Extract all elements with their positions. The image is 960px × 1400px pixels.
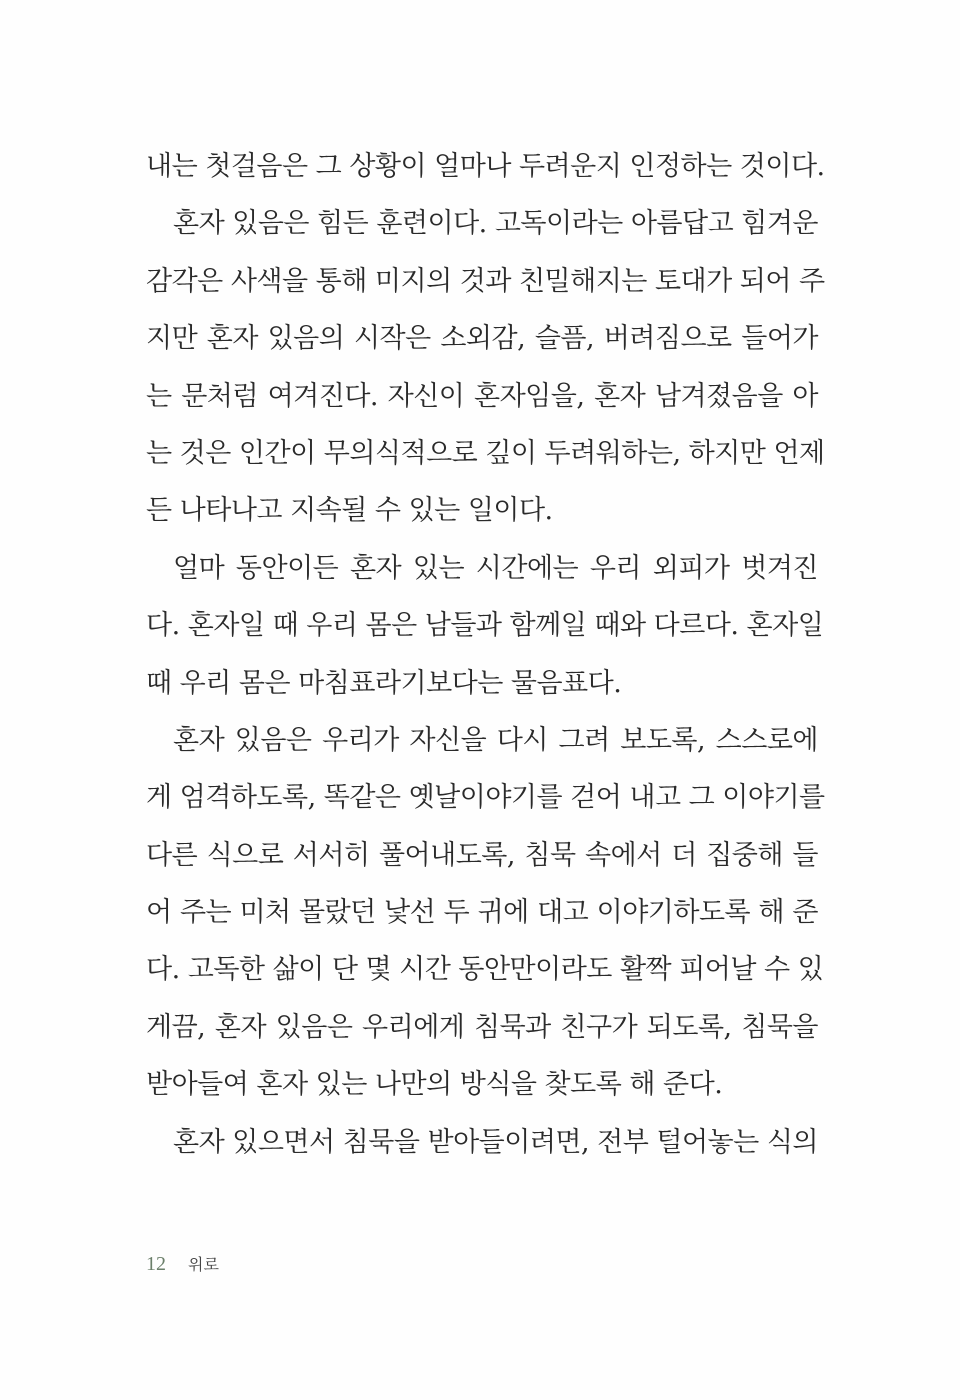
text-line: 얼마 동안이든 혼자 있는 시간에는 우리 외피가 벗겨진 (173, 552, 818, 584)
text-line: 는 문처럼 여겨진다. 자신이 혼자임을, 혼자 남겨졌음을 아 (146, 380, 818, 412)
text-line: 다른 식으로 서서히 풀어내도록, 침묵 속에서 더 집중해 들 (146, 839, 818, 871)
text-line: 혼자 있음은 우리가 자신을 다시 그려 보도록, 스스로에 (173, 724, 818, 756)
text-line: 감각은 사색을 통해 미지의 것과 친밀해지는 토대가 되어 주 (146, 265, 825, 297)
body-text (146, 138, 825, 1171)
text-line: 는 것은 인간이 무의식적으로 깊이 두려워하는, 하지만 언제 (146, 437, 825, 469)
text-line: 다. 고독한 삶이 단 몇 시간 동안만이라도 활짝 피어날 수 있 (146, 954, 824, 986)
text-line: 게 엄격하도록, 똑같은 옛날이야기를 걷어 내고 그 이야기를 (146, 782, 825, 814)
text-line: 혼자 있으면서 침묵을 받아들이려면, 전부 털어놓는 식의 (173, 1126, 818, 1158)
text-line: 어 주는 미처 몰랐던 낯선 두 귀에 대고 이야기하도록 해 준 (146, 897, 818, 929)
text-line: 든 나타나고 지속될 수 있는 일이다. (146, 495, 553, 527)
text-line: 받아들여 혼자 있는 나만의 방식을 찾도록 해 준다. (146, 1069, 723, 1101)
text-line: 지만 혼자 있음의 시작은 소외감, 슬픔, 버려짐으로 들어가 (146, 323, 818, 355)
text-line: 게끔, 혼자 있음은 우리에게 침묵과 친구가 되도록, 침묵을 (146, 1011, 818, 1043)
page-number: 12 (146, 1253, 166, 1275)
running-title: 위로 (188, 1255, 219, 1274)
text-line: 혼자 있음은 힘든 훈련이다. 고독이라는 아름답고 힘겨운 (173, 208, 818, 240)
page-footer (146, 1252, 219, 1276)
text-line: 다. 혼자일 때 우리 몸은 남들과 함께일 때와 다르다. 혼자일 (146, 610, 824, 642)
text-line: 때 우리 몸은 마침표라기보다는 물음표다. (146, 667, 622, 699)
text-line: 내는 첫걸음은 그 상황이 얼마나 두려운지 인정하는 것이다. (146, 151, 825, 182)
